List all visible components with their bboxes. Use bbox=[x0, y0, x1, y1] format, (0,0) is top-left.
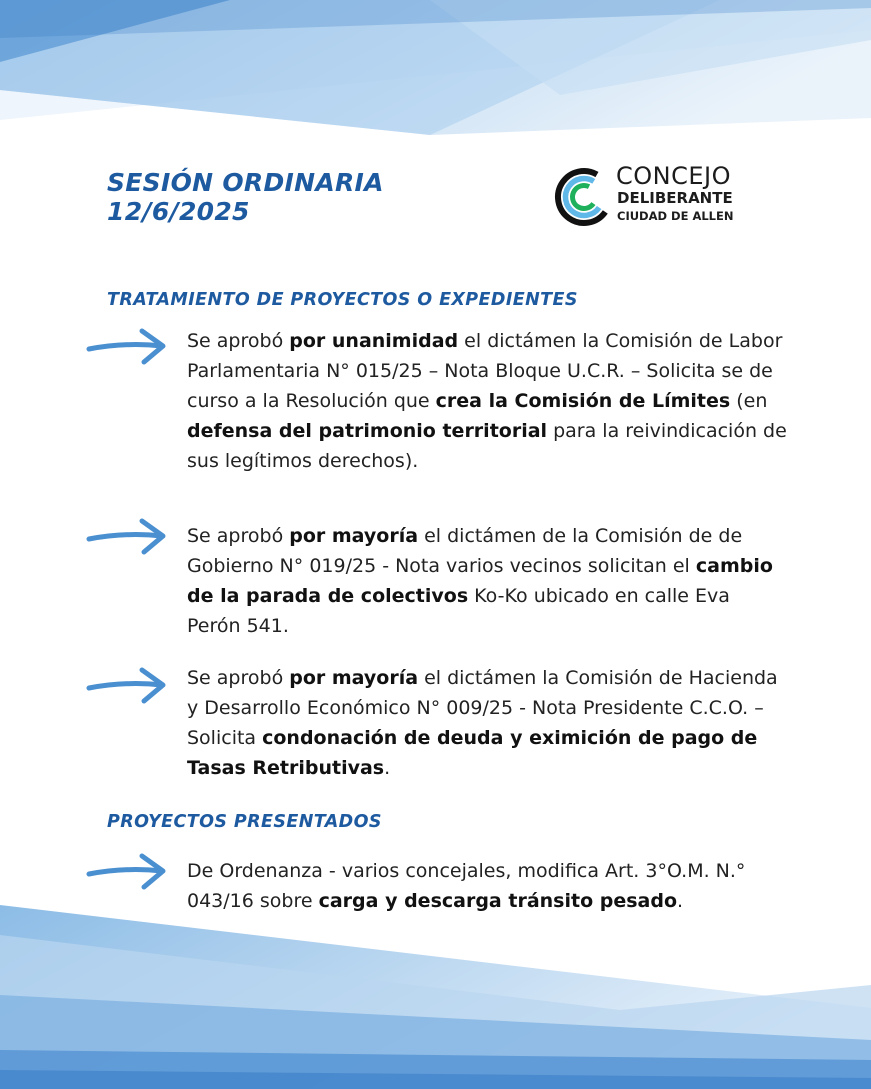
body-text: (en bbox=[730, 390, 768, 412]
section-heading-presentados: PROYECTOS PRESENTADOS bbox=[107, 812, 382, 832]
logo-line-deliberante: DELIBERANTE bbox=[617, 189, 733, 207]
arrow-right-icon bbox=[86, 516, 168, 556]
body-text: Ko-Ko ubicado en calle Eva Perón 541. bbox=[187, 585, 730, 637]
highlight-text: defensa del patrimonio territorial bbox=[187, 420, 548, 442]
highlight-text: condonación de deuda y eximición de pago de Tasas Retributivas bbox=[187, 727, 758, 779]
body-text: Se aprobó bbox=[187, 667, 290, 689]
body-text: . bbox=[384, 757, 391, 779]
logo-line-concejo: CONCEJO bbox=[616, 162, 731, 190]
proyecto-item bbox=[187, 856, 787, 916]
logo-line-ciudad: CIUDAD DE ALLEN bbox=[617, 209, 734, 223]
highlight-text: por mayoría bbox=[289, 667, 419, 689]
expediente-item bbox=[187, 521, 787, 641]
highlight-text: por mayoría bbox=[289, 525, 419, 547]
concejo-logo bbox=[553, 161, 763, 233]
session-title bbox=[107, 168, 384, 226]
expediente-item bbox=[187, 326, 787, 476]
highlight-text: cambio de la parada de colectivos bbox=[187, 555, 773, 607]
concejo-c-logo-icon bbox=[553, 161, 615, 233]
body-text: para la reivindicación de sus legítimos derechos). bbox=[187, 420, 787, 472]
body-text: el dictámen la Comisión de Hacienda y Desarrollo Económico N° 009/25 - Nota Presidente C.C.O. – Solicita bbox=[187, 667, 778, 749]
body-text: el dictámen la Comisión de Labor Parlamentaria N° 015/25 – Nota Bloque U.C.R. – Solicita se de curso a la Resolución que bbox=[187, 330, 783, 412]
session-date: 12/6/2025 bbox=[107, 197, 250, 226]
expediente-item bbox=[187, 663, 787, 783]
body-text: Se aprobó bbox=[187, 525, 290, 547]
arrow-right-icon bbox=[86, 665, 168, 705]
body-text: el dictámen de la Comisión de de Gobierno N° 019/25 - Nota varios vecinos solicitan el bbox=[187, 525, 743, 577]
highlight-text: por unanimidad bbox=[289, 330, 459, 352]
body-text: Se aprobó bbox=[187, 330, 290, 352]
body-text: De Ordenanza - varios concejales, modifica Art. 3°O.M. N.° 043/16 sobre bbox=[187, 860, 746, 912]
arrow-right-icon bbox=[86, 326, 168, 366]
session-title-line1: SESIÓN ORDINARIA bbox=[107, 168, 384, 197]
arrow-right-icon bbox=[86, 851, 168, 891]
highlight-text: crea la Comisión de Límites bbox=[435, 390, 731, 412]
highlight-text: carga y descarga tránsito pesado bbox=[318, 890, 678, 912]
section-heading-tratamiento: TRATAMIENTO DE PROYECTOS O EXPEDIENTES bbox=[107, 290, 578, 310]
body-text: . bbox=[677, 890, 684, 912]
